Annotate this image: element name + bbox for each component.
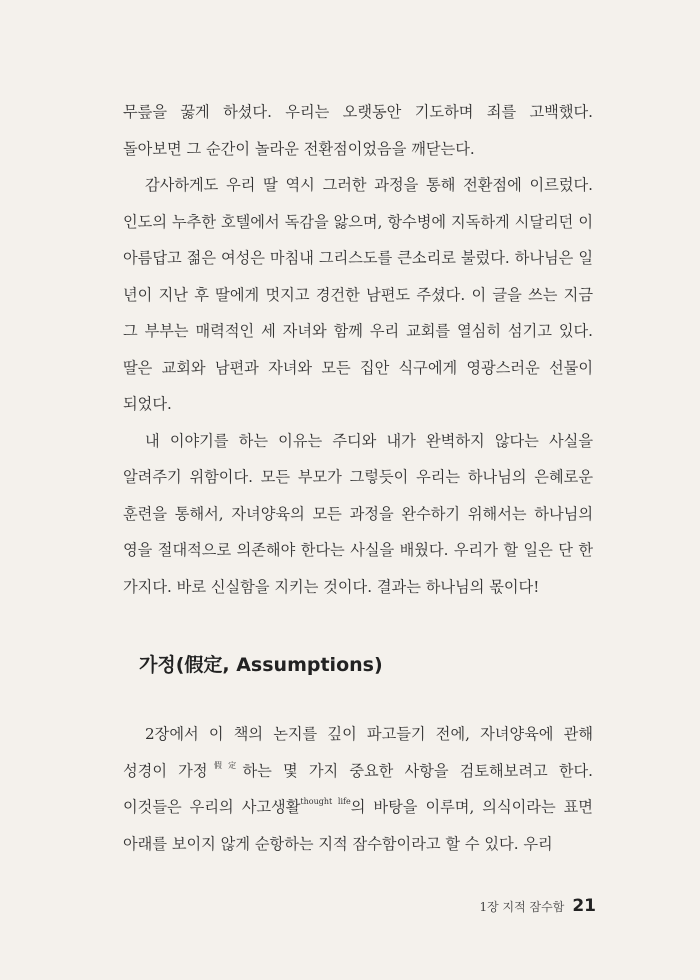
page-number: 21 (572, 896, 596, 916)
page-footer (480, 896, 597, 916)
body-text-bottom (123, 716, 593, 862)
paragraph-text: 2장에서 이 책의 논지를 깊이 파고들기 전에, 자녀양육에 관해 성경이 가정 (123, 725, 593, 780)
running-chapter-title: 1장 지적 잠수함 (479, 900, 565, 914)
english-annotation: thought life (300, 797, 351, 806)
paragraph-text: 하는 몇 가지 중요한 사항을 검토해보려고 한다. 이것들은 우리의 사고생활 (123, 761, 594, 816)
paragraph: 내 이야기를 하는 이유는 주디와 내가 완벽하지 않다는 사실을 알려주기 위함이다. 모든 부모가 그렇듯이 우리는 하나님의 은혜로운 훈련을 통해서, 자녀양육의 모든 과정을 완수하기 위해서는 하나님의 영을 절대적으로 의존해야 한다는 사실을 배웠다. 우리가 할 일은 단 한 가지다. 바로 신실함을 지키는 것이다. 결과는 하나님의 몫이다! (123, 431, 593, 596)
section-heading: 가정(假定, Assumptions) (139, 654, 383, 676)
paragraph-text: 의 바탕을 이루며, 의식이라는 표면 아래를 보이지 않게 순항하는 지적 잠수함이라고 할 수 있다. 우리 (123, 798, 593, 853)
paragraph: 무릎을 꿇게 하셨다. 우리는 오랫동안 기도하며 죄를 고백했다. 돌아보면 그 순간이 놀라운 전환점이었음을 깨닫는다. (123, 103, 593, 158)
hanja-annotation: 假定 (207, 760, 243, 770)
body-text-top (123, 94, 593, 605)
paragraph: 감사하게도 우리 딸 역시 그러한 과정을 통해 전환점에 이르렀다. 인도의 누추한 호텔에서 독감을 앓으며, 항수병에 지독하게 시달리던 이 아름답고 젊은 여성은 마침내 그리스도를 큰소리로 불렀다. 하나님은 일 년이 지난 후 딸에게 멋지고 경건한 남편도 주셨다. 이 글을 쓰는 지금 그 부부는 매력적인 세 자녀와 함께 우리 교회를 열심히 섬기고 있다. 딸은 교회와 남편과 자녀와 모든 집안 식구에게 영광스러운 선물이 되었다. (123, 176, 593, 413)
paragraph (123, 716, 593, 862)
